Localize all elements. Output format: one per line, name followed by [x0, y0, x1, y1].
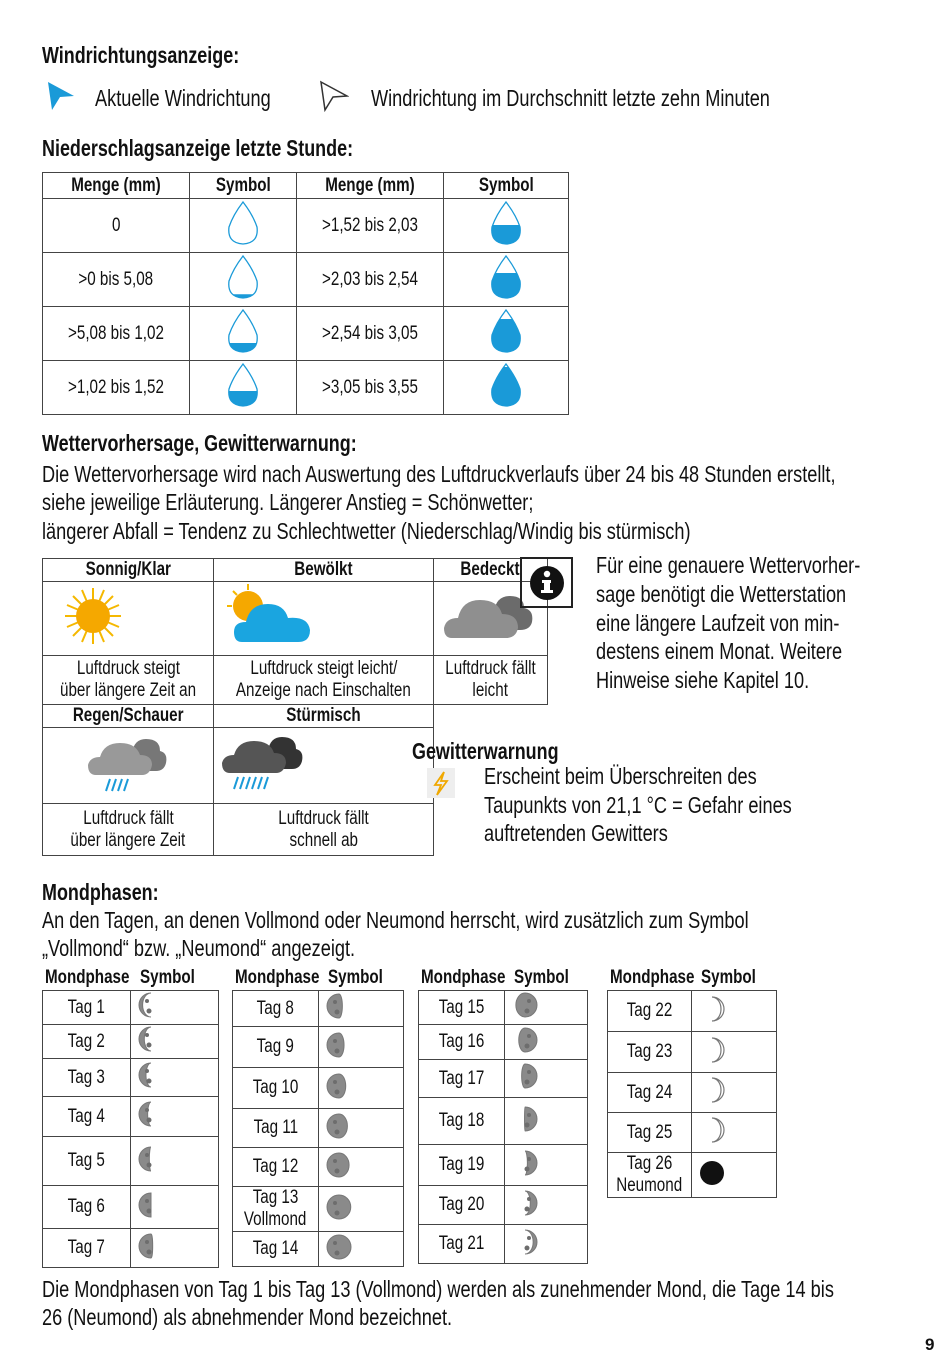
moon-table [42, 990, 219, 1268]
moon-phase-icon [505, 1186, 588, 1225]
moon-row [233, 1232, 404, 1267]
moon-day-label: Tag 2 [43, 1025, 131, 1059]
rain-drop-icon [488, 307, 524, 355]
forecast-paragraph-line: siehe jeweilige Erläuterung. Längerer Anstieg = Schönwetter; [42, 489, 534, 515]
amount-cell: >0 bis 5,08 [43, 253, 190, 307]
moon-intro-line: „Vollmond“ bzw. „Neumond“ angezeigt. [42, 935, 356, 961]
moon-table [232, 990, 404, 1267]
moon-day-label: Tag 10 [233, 1068, 319, 1109]
moon-header-phase: Mondphase [235, 967, 320, 988]
moon-phase-icon [131, 1025, 219, 1059]
moon-row [608, 1032, 777, 1073]
moon-day-label: Tag 1 [43, 991, 131, 1025]
moon-phase-icon [319, 1068, 404, 1109]
moon-day-label: Tag 8 [233, 991, 319, 1027]
moon-phase-icon [319, 1187, 404, 1232]
moon-header-phase: Mondphase [421, 967, 506, 988]
moon-row [419, 991, 588, 1025]
moon-row [43, 1025, 219, 1059]
symbol-cell [190, 199, 297, 253]
moon-day-label: Tag 17 [419, 1060, 505, 1098]
moon-day-label: Tag 9 [233, 1027, 319, 1068]
precip-table [42, 172, 569, 415]
moon-phase-icon [692, 1153, 777, 1198]
moon-row [233, 1148, 404, 1187]
rain-drop-icon [225, 199, 261, 247]
moon-phase-icon [131, 1186, 219, 1229]
moon-day-label: Tag 7 [43, 1229, 131, 1268]
moon-row [43, 1137, 219, 1186]
moon-row [419, 1060, 588, 1098]
moon-day-label: Tag 22 [608, 991, 692, 1032]
moon-row [233, 1109, 404, 1148]
rain-drop-icon [488, 199, 524, 247]
rain-drop-icon [225, 307, 261, 355]
wind-title: Windrichtungsanzeige: [42, 42, 240, 68]
symbol-cell [190, 361, 297, 415]
amount-cell: 0 [43, 199, 190, 253]
amount-cell: >2,03 bis 2,54 [297, 253, 444, 307]
amount-cell: >5,08 bis 1,02 [43, 307, 190, 361]
moon-row [43, 1186, 219, 1229]
forecast-paragraph-line: längerer Abfall = Tendenz zu Schlechtwetter (Niederschlag/Windig bis stürmisch) [42, 518, 691, 544]
forecast-title: Wettervorhersage, Gewitterwarnung: [42, 430, 357, 456]
moon-phase-icon [131, 1059, 219, 1097]
moon-row [43, 1097, 219, 1137]
moon-day-label: Tag 4 [43, 1097, 131, 1137]
rain-icon [43, 728, 214, 804]
moon-row [43, 991, 219, 1025]
amount-cell: >1,02 bis 1,52 [43, 361, 190, 415]
moon-row [608, 1113, 777, 1153]
moon-footer-line: Die Mondphasen von Tag 1 bis Tag 13 (Vollmond) werden als zunehmender Mond, die Tage 14 bis [42, 1276, 834, 1302]
average-wind-label: Windrichtung im Durchschnitt letzte zehn Minuten [371, 85, 770, 111]
lightning-icon [427, 768, 455, 798]
forecast-description: Luftdruck steigt über längere Zeit an [43, 656, 214, 705]
moon-day-label: Tag 15 [419, 991, 505, 1025]
precip-row [43, 199, 569, 253]
moon-phase-icon [319, 1109, 404, 1148]
symbol-cell [444, 253, 569, 307]
moon-phase-icon [505, 1098, 588, 1145]
moon-header-symbol: Symbol [701, 967, 756, 988]
moon-row [233, 1068, 404, 1109]
moon-table [607, 990, 777, 1198]
moon-day-label: Tag 23 [608, 1032, 692, 1073]
info-text-line: eine längere Laufzeit von min- [596, 609, 840, 636]
moon-row [608, 1073, 777, 1113]
info-text-line: Hinweise siehe Kapitel 10. [596, 667, 810, 694]
moon-table [418, 990, 588, 1264]
moon-day-label: Tag 12 [233, 1148, 319, 1187]
rain-drop-icon [225, 253, 261, 301]
info-text-line: destens einem Monat. Weitere [596, 638, 843, 665]
header-amount: Menge (mm) [43, 173, 190, 199]
moon-day-label: Tag 13 Vollmond [233, 1187, 319, 1232]
moon-day-label: Tag 3 [43, 1059, 131, 1097]
symbol-cell [444, 361, 569, 415]
symbol-cell [444, 199, 569, 253]
moon-row [608, 1153, 777, 1198]
moon-day-label: Tag 21 [419, 1225, 505, 1264]
moon-row [233, 1027, 404, 1068]
moon-phase-icon [505, 1025, 588, 1060]
forecast-table [42, 558, 548, 856]
moon-phase-icon [692, 1032, 777, 1073]
moon-day-label: Tag 14 [233, 1232, 319, 1267]
moon-phase-icon [505, 1225, 588, 1264]
moon-day-label: Tag 19 [419, 1145, 505, 1186]
storm-icon [214, 728, 434, 804]
moon-phase-icon [131, 1097, 219, 1137]
moon-day-label: Tag 20 [419, 1186, 505, 1225]
moon-title: Mondphasen: [42, 879, 159, 905]
moon-header-symbol: Symbol [140, 967, 195, 988]
moon-row [419, 1145, 588, 1186]
forecast-description: Luftdruck fällt leicht [433, 656, 547, 705]
forecast-paragraph-line: Die Wettervorhersage wird nach Auswertung des Luftdruckverlaufs über 24 bis 48 Stunden erstellt, [42, 461, 836, 487]
moon-row [233, 1187, 404, 1232]
header-symbol: Symbol [190, 173, 297, 199]
precip-row [43, 361, 569, 415]
moon-phase-icon [131, 991, 219, 1025]
moon-phase-icon [319, 1148, 404, 1187]
moon-phase-icon [131, 1137, 219, 1186]
moon-phase-icon [505, 1060, 588, 1098]
storm-text-line: Taupunkts von 21,1 °C = Gefahr eines [484, 791, 792, 818]
moon-row [419, 1098, 588, 1145]
moon-phase-icon [692, 1113, 777, 1153]
moon-row [608, 991, 777, 1032]
page-number: 9 [925, 1335, 935, 1354]
info-text-line: sage benötigt die Wetterstation [596, 580, 847, 607]
header-sunny: Sonnig/Klar [43, 559, 214, 582]
symbol-cell [190, 307, 297, 361]
moon-row [43, 1229, 219, 1268]
moon-footer-line: 26 (Neumond) als abnehmender Mond bezeichnet. [42, 1304, 453, 1330]
symbol-cell [444, 307, 569, 361]
sun-icon [43, 582, 214, 656]
moon-day-label: Tag 5 [43, 1137, 131, 1186]
precip-title: Niederschlagsanzeige letzte Stunde: [42, 135, 354, 161]
info-icon [522, 559, 571, 606]
moon-header-symbol: Symbol [328, 967, 383, 988]
storm-text-line: auftretenden Gewitters [484, 820, 668, 846]
moon-day-label: Tag 18 [419, 1098, 505, 1145]
sun-cloud-icon [214, 582, 434, 656]
header-symbol: Symbol [444, 173, 569, 199]
moon-header-phase: Mondphase [610, 967, 695, 988]
moon-header-phase: Mondphase [45, 967, 130, 988]
precip-header-row [43, 173, 569, 199]
header-overcast: Bedeckt [433, 559, 547, 582]
moon-day-label: Tag 11 [233, 1109, 319, 1148]
header-amount: Menge (mm) [297, 173, 444, 199]
forecast-description: Luftdruck fällt über längere Zeit [43, 804, 214, 856]
rain-drop-icon [488, 361, 524, 409]
wind-arrow-outline-icon [317, 80, 349, 112]
info-text-line: Für eine genauere Wettervorher- [596, 552, 861, 578]
moon-phase-icon [319, 1027, 404, 1068]
moon-row [43, 1059, 219, 1097]
moon-phase-icon [692, 991, 777, 1032]
amount-cell: >3,05 bis 3,55 [297, 361, 444, 415]
rain-drop-icon [225, 361, 261, 409]
moon-phase-icon [505, 991, 588, 1025]
precip-row [43, 307, 569, 361]
storm-text-line: Erscheint beim Überschreiten des [484, 763, 757, 789]
wind-arrow-filled-icon [46, 80, 76, 112]
forecast-header: Regen/Schauer [43, 705, 214, 728]
moon-phase-icon [692, 1073, 777, 1113]
storm-warning-title: Gewitterwarnung [412, 738, 559, 764]
moon-intro-line: An den Tagen, an denen Vollmond oder Neumond herrscht, wird zusätzlich zum Symbol [42, 907, 749, 933]
precip-row [43, 253, 569, 307]
moon-phase-icon [131, 1229, 219, 1268]
amount-cell: >2,54 bis 3,05 [297, 307, 444, 361]
moon-phase-icon [319, 991, 404, 1027]
symbol-cell [190, 253, 297, 307]
moon-phase-icon [505, 1145, 588, 1186]
amount-cell: >1,52 bis 2,03 [297, 199, 444, 253]
rain-drop-icon [488, 253, 524, 301]
moon-row [419, 1186, 588, 1225]
forecast-description: Luftdruck steigt leicht/ Anzeige nach Einschalten [214, 656, 434, 705]
moon-phase-icon [319, 1232, 404, 1267]
moon-day-label: Tag 26 Neumond [608, 1153, 692, 1198]
forecast-description: Luftdruck fällt schnell ab [214, 804, 434, 856]
moon-row [419, 1025, 588, 1060]
current-wind-label: Aktuelle Windrichtung [95, 85, 271, 111]
moon-day-label: Tag 6 [43, 1186, 131, 1229]
moon-row [419, 1225, 588, 1264]
moon-row [233, 991, 404, 1027]
header-cloudy: Bewölkt [214, 559, 434, 582]
info-box [520, 557, 573, 608]
forecast-header: Stürmisch [214, 705, 434, 728]
moon-header-symbol: Symbol [514, 967, 569, 988]
moon-day-label: Tag 16 [419, 1025, 505, 1060]
moon-day-label: Tag 24 [608, 1073, 692, 1113]
moon-day-label: Tag 25 [608, 1113, 692, 1153]
